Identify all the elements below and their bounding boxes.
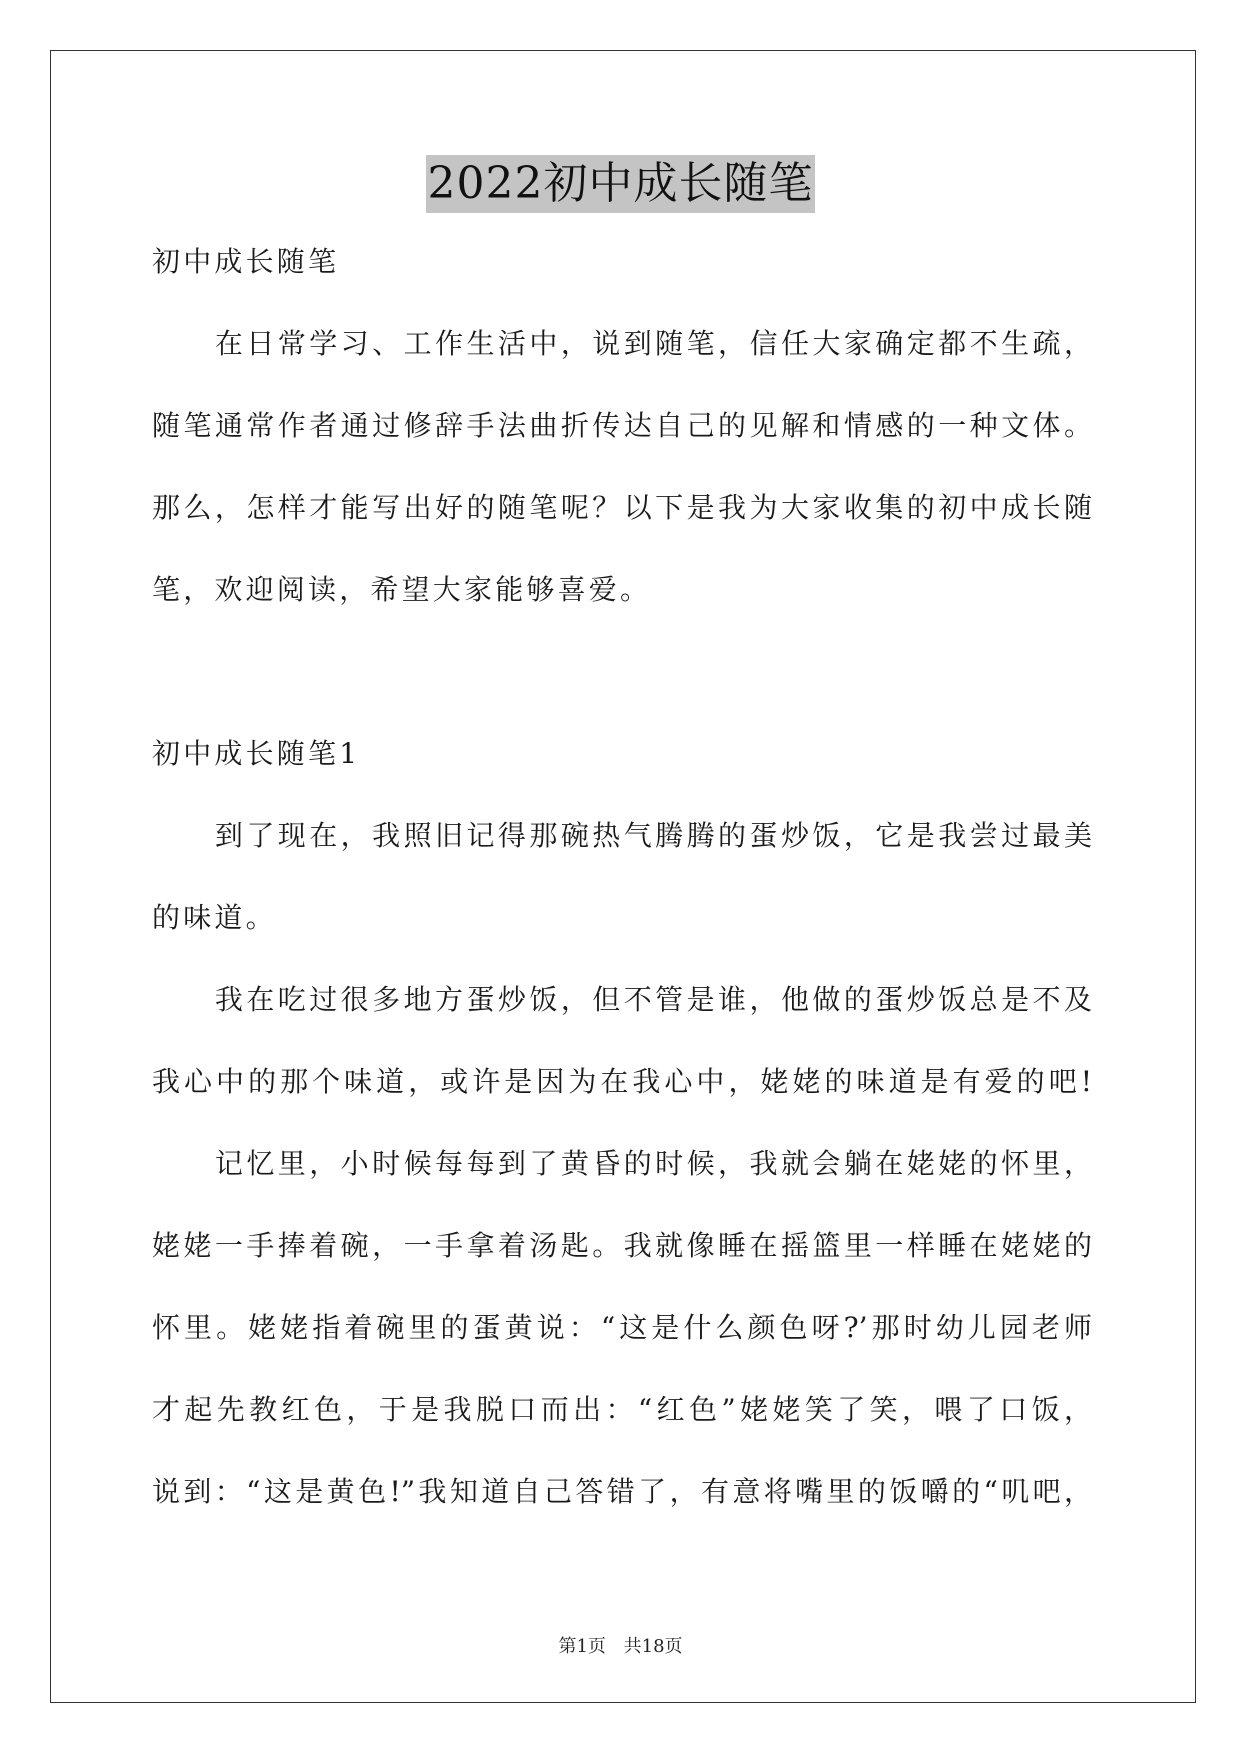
section-heading: 初中成长随笔1 — [152, 737, 361, 770]
paragraph-line: 随笔通常作者通过修辞手法曲折传达自己的见解和情感的一种文体。 — [152, 409, 1092, 442]
document-body — [152, 233, 1092, 1545]
document-title: 2022初中成长随笔 — [426, 155, 816, 213]
paragraph-line: 才起先教红色，于是我脱口而出：“红色”姥姥笑了笑，喂了口饭， — [152, 1393, 1092, 1426]
paragraph-line: 到了现在，我照旧记得那碗热气腾腾的蛋炒饭，它是我尝过最美 — [152, 819, 1092, 852]
paragraph-line: 的味道。 — [152, 901, 277, 934]
paragraph-line: 说到：“这是黄色!”我知道自己答错了，有意将嘴里的饭嚼的“叽吧， — [152, 1475, 1092, 1508]
paragraph-line: 记忆里，小时候每每到了黄昏的时候，我就会躺在姥姥的怀里， — [152, 1147, 1092, 1180]
page-number: 第1页 — [558, 1636, 606, 1657]
blank-line — [152, 643, 1092, 725]
paragraph-line: 那么，怎样才能写出好的随笔呢？以下是我为大家收集的初中成长随 — [152, 491, 1092, 524]
paragraph-line: 我在吃过很多地方蛋炒饭，但不管是谁，他做的蛋炒饭总是不及 — [152, 983, 1092, 1016]
paragraph-line: 我心中的那个味道，或许是因为在我心中，姥姥的味道是有爱的吧! — [152, 1065, 1092, 1098]
section-heading: 初中成长随笔 — [152, 245, 340, 278]
page-total: 共18页 — [623, 1636, 683, 1657]
paragraph-line: 笔，欢迎阅读，希望大家能够喜爱。 — [152, 573, 652, 606]
title-container — [0, 155, 1241, 213]
page-footer — [0, 1632, 1241, 1658]
paragraph-line: 在日常学习、工作生活中，说到随笔，信任大家确定都不生疏， — [152, 327, 1092, 360]
paragraph-line: 怀里。姥姥指着碗里的蛋黄说：“这是什么颜色呀?’那时幼儿园老师 — [152, 1311, 1092, 1344]
paragraph-line: 姥姥一手捧着碗，一手拿着汤匙。我就像睡在摇篮里一样睡在姥姥的 — [152, 1229, 1092, 1262]
